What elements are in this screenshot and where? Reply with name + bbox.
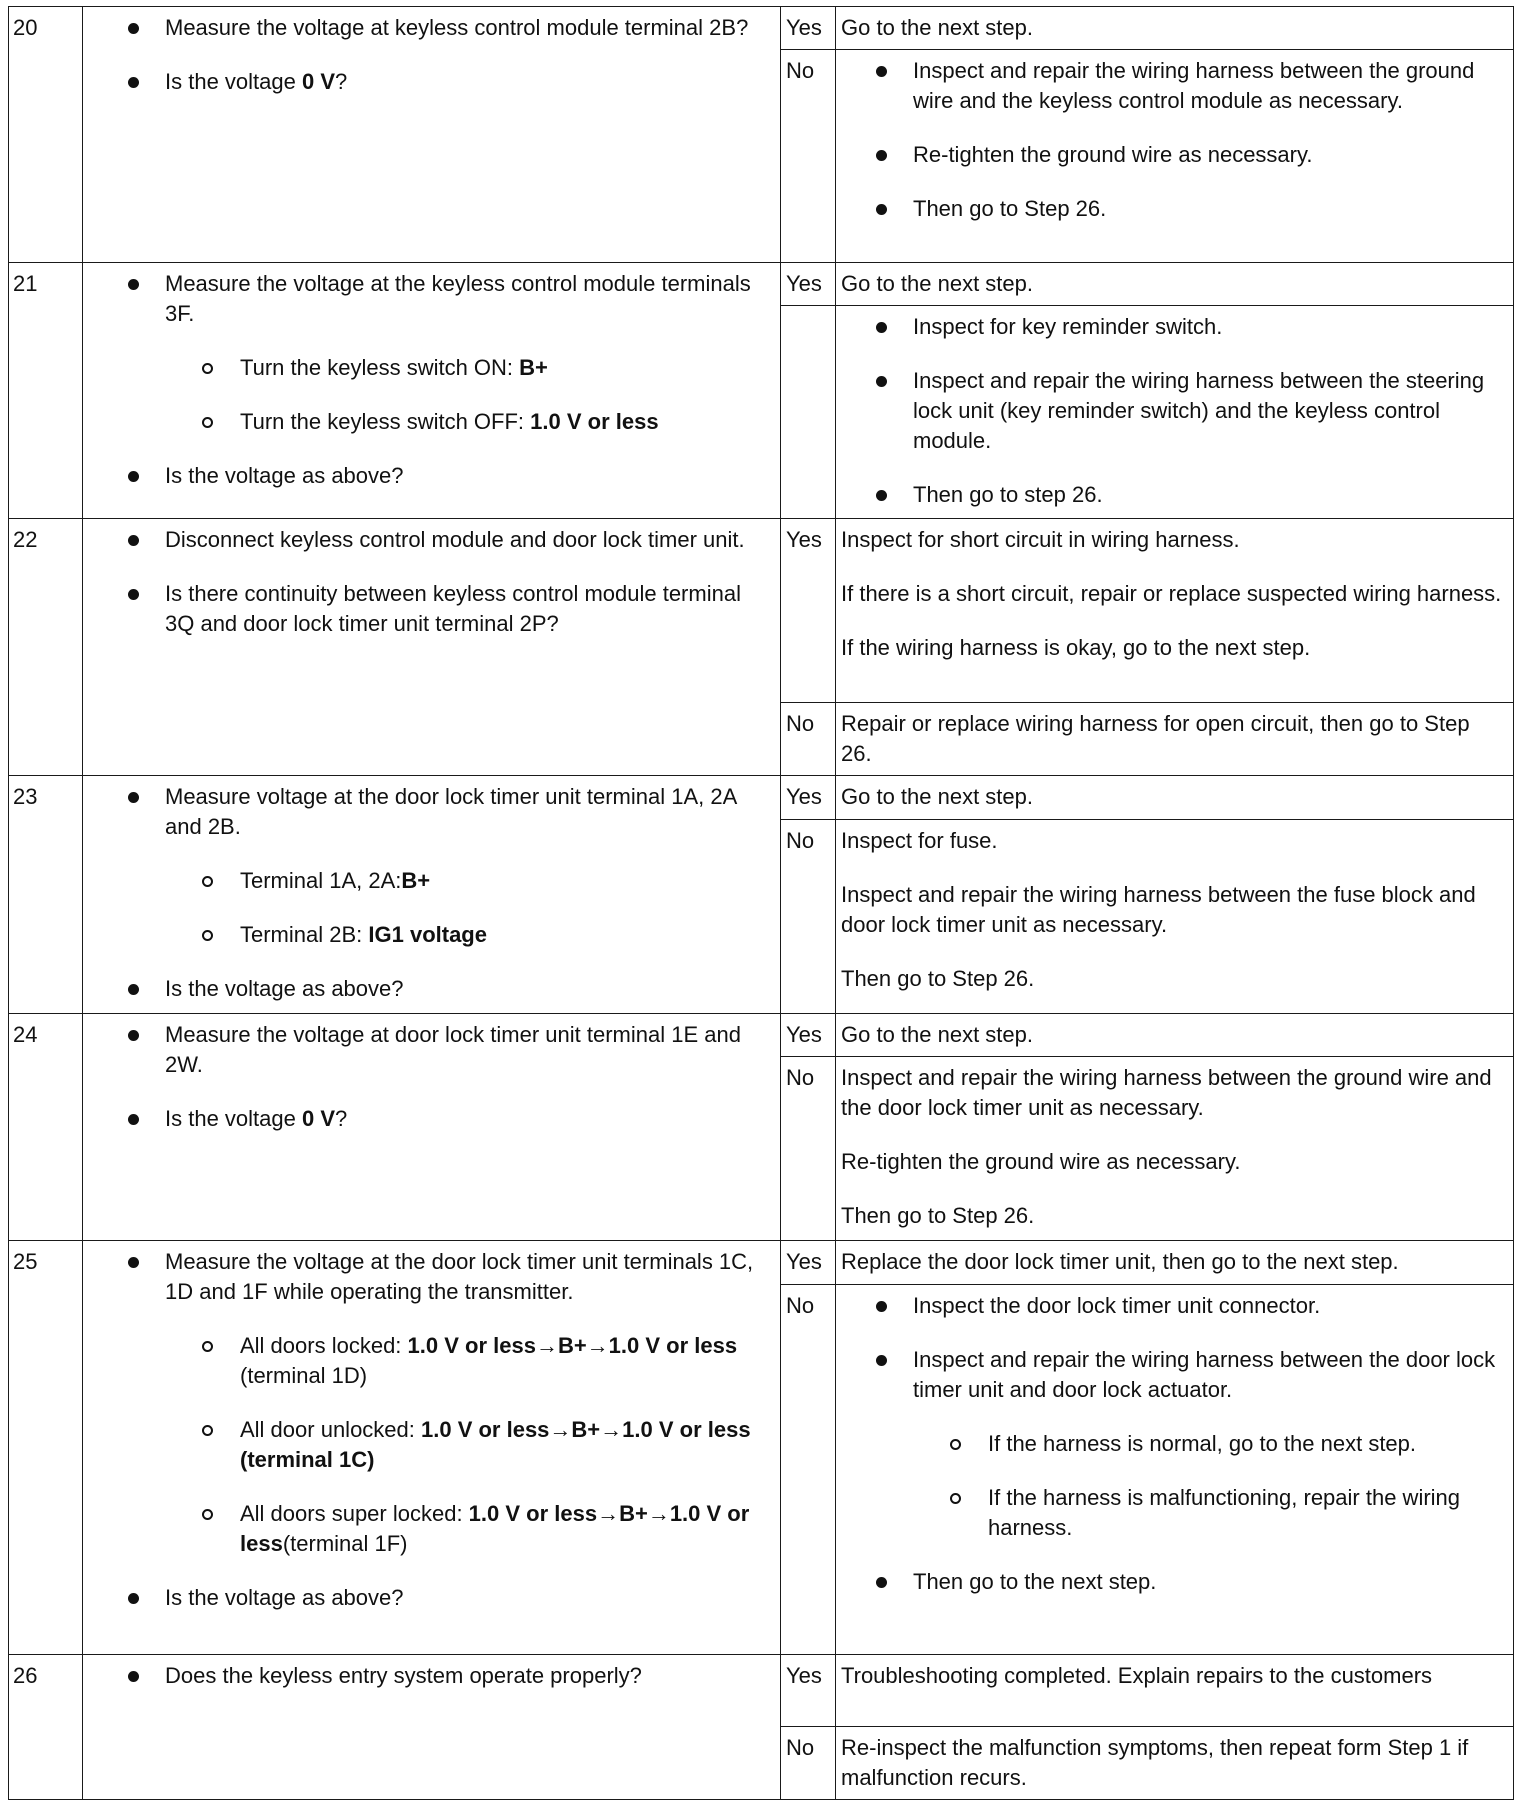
yes-label: Yes — [781, 1655, 836, 1727]
inspection-item: Measure the voltage at keyless control module terminal 2B? — [128, 13, 768, 43]
step-row-22 — [9, 519, 1514, 703]
yes-action: Troubleshooting completed. Explain repairs to the customers — [836, 1655, 1514, 1727]
yes-action: Go to the next step. — [836, 1014, 1514, 1057]
step-inspection — [83, 1241, 781, 1655]
step-number: 20 — [9, 7, 83, 263]
inspection-subitem: All doors super locked: 1.0 V or less→B+→1.0 V or less(terminal 1F) — [202, 1499, 768, 1559]
inspection-subitem: All doors locked: 1.0 V or less→B+→1.0 V or less (terminal 1D) — [202, 1331, 768, 1391]
no-action: Re-inspect the malfunction symptoms, then repeat form Step 1 if malfunction recurs. — [836, 1727, 1514, 1800]
action-paragraph: If there is a short circuit, repair or replace suspected wiring harness. — [841, 581, 1502, 606]
inspection-item: Is there continuity between keyless control module terminal 3Q and door lock timer unit terminal 2P? — [128, 579, 768, 639]
step-number: 22 — [9, 519, 83, 776]
action-paragraph: Then go to Step 26. — [841, 1203, 1035, 1228]
action-item: Inspect the door lock timer unit connector. — [876, 1291, 1503, 1321]
inspection-subitem: Terminal 2B: IG1 voltage — [202, 920, 768, 950]
action-paragraph: Then go to Step 26. — [841, 966, 1035, 991]
action-paragraph: Re-tighten the ground wire as necessary. — [841, 1149, 1241, 1174]
action-item: Re-tighten the ground wire as necessary. — [876, 140, 1503, 170]
inspection-item: Is the voltage 0 V? — [128, 1104, 768, 1134]
action-item: Inspect and repair the wiring harness between the steering lock unit (key reminder switch) and the keyless control module. — [876, 366, 1503, 456]
step-inspection — [83, 1014, 781, 1241]
inspection-subitem: Turn the keyless switch OFF: 1.0 V or less — [202, 407, 768, 437]
inspection-subitem: Turn the keyless switch ON: B+ — [202, 353, 768, 383]
step-inspection — [83, 7, 781, 263]
yes-action — [836, 519, 1514, 703]
no-action — [836, 1285, 1514, 1655]
no-action: Repair or replace wiring harness for open circuit, then go to Step 26. — [836, 703, 1514, 776]
yes-label: Yes — [781, 263, 836, 306]
no-label: No — [781, 1727, 836, 1800]
action-item: Then go to the next step. — [876, 1567, 1503, 1597]
inspection-item: Measure voltage at the door lock timer unit terminal 1A, 2A and 2B. Terminal 1A, 2A:B+ Terminal 2B: IG1 voltage — [128, 782, 768, 950]
step-row-26 — [9, 1655, 1514, 1727]
action-paragraph: Inspect and repair the wiring harness between the fuse block and door lock timer unit as necessary. — [841, 882, 1476, 937]
inspection-item: Is the voltage 0 V? — [128, 67, 768, 97]
no-action — [836, 820, 1514, 1014]
inspection-item: Measure the voltage at the door lock timer unit terminals 1C, 1D and 1F while operating the transmitter. All doors locked: 1.0 V or less→B+→1.0 V or less (terminal 1D) All door unlocked: 1.0 V or less→B+→1.0 V or less (terminal 1C) All doors super locked: 1.0 V or less→B+→1.0 V or less(terminal 1F) — [128, 1247, 768, 1559]
no-label: No — [781, 820, 836, 1014]
no-action — [836, 1057, 1514, 1241]
yes-action: Replace the door lock timer unit, then go to the next step. — [836, 1241, 1514, 1285]
step-inspection — [83, 263, 781, 519]
action-item: Then go to Step 26. — [876, 194, 1503, 224]
action-subitem: If the harness is malfunctioning, repair the wiring harness. — [950, 1483, 1503, 1543]
step-number: 24 — [9, 1014, 83, 1241]
inspection-item: Is the voltage as above? — [128, 1583, 768, 1613]
inspection-subitem: Terminal 1A, 2A:B+ — [202, 866, 768, 896]
step-row-20 — [9, 7, 1514, 50]
inspection-item: Measure the voltage at door lock timer unit terminal 1E and 2W. — [128, 1020, 768, 1080]
step-number: 25 — [9, 1241, 83, 1655]
yes-action: Go to the next step. — [836, 7, 1514, 50]
yes-action: Go to the next step. — [836, 776, 1514, 820]
no-label: No — [781, 50, 836, 263]
inspection-subitem: All door unlocked: 1.0 V or less→B+→1.0 V or less (terminal 1C) — [202, 1415, 768, 1475]
yes-label: Yes — [781, 776, 836, 820]
step-inspection — [83, 776, 781, 1014]
no-label: No — [781, 703, 836, 776]
yes-label: Yes — [781, 1241, 836, 1285]
yes-label: Yes — [781, 1014, 836, 1057]
no-action — [836, 50, 1514, 263]
step-number: 23 — [9, 776, 83, 1014]
action-paragraph: If the wiring harness is okay, go to the next step. — [841, 635, 1311, 660]
inspection-item: Does the keyless entry system operate properly? — [128, 1661, 768, 1691]
step-row-25 — [9, 1241, 1514, 1285]
action-paragraph: Inspect and repair the wiring harness between the ground wire and the door lock timer unit as necessary. — [841, 1065, 1492, 1120]
step-row-24 — [9, 1014, 1514, 1057]
action-item: Inspect and repair the wiring harness between the door lock timer unit and door lock actuator. If the harness is normal, go to the next step. If the harness is malfunctioning, repair the wiring harness. — [876, 1345, 1503, 1543]
step-number: 26 — [9, 1655, 83, 1800]
action-subitem: If the harness is normal, go to the next step. — [950, 1429, 1503, 1459]
no-action — [836, 306, 1514, 519]
troubleshooting-document — [8, 6, 1514, 1800]
no-label — [781, 306, 836, 519]
inspection-item: Is the voltage as above? — [128, 461, 768, 491]
step-inspection — [83, 519, 781, 776]
yes-label: Yes — [781, 519, 836, 703]
inspection-item: Measure the voltage at the keyless control module terminals 3F. Turn the keyless switch ON: B+ Turn the keyless switch OFF: 1.0 V or less — [128, 269, 768, 437]
inspection-item: Is the voltage as above? — [128, 974, 768, 1004]
yes-label: Yes — [781, 7, 836, 50]
action-item: Then go to step 26. — [876, 480, 1503, 510]
step-number: 21 — [9, 263, 83, 519]
step-inspection — [83, 1655, 781, 1800]
step-row-23 — [9, 776, 1514, 820]
step-row-21 — [9, 263, 1514, 306]
inspection-item: Disconnect keyless control module and door lock timer unit. — [128, 525, 768, 555]
troubleshooting-table — [8, 6, 1514, 1800]
no-label: No — [781, 1057, 836, 1241]
action-paragraph: Inspect for fuse. — [841, 828, 998, 853]
action-item: Inspect and repair the wiring harness between the ground wire and the keyless control module as necessary. — [876, 56, 1503, 116]
no-label: No — [781, 1285, 836, 1655]
yes-action: Go to the next step. — [836, 263, 1514, 306]
action-paragraph: Inspect for short circuit in wiring harness. — [841, 527, 1240, 552]
action-item: Inspect for key reminder switch. — [876, 312, 1503, 342]
